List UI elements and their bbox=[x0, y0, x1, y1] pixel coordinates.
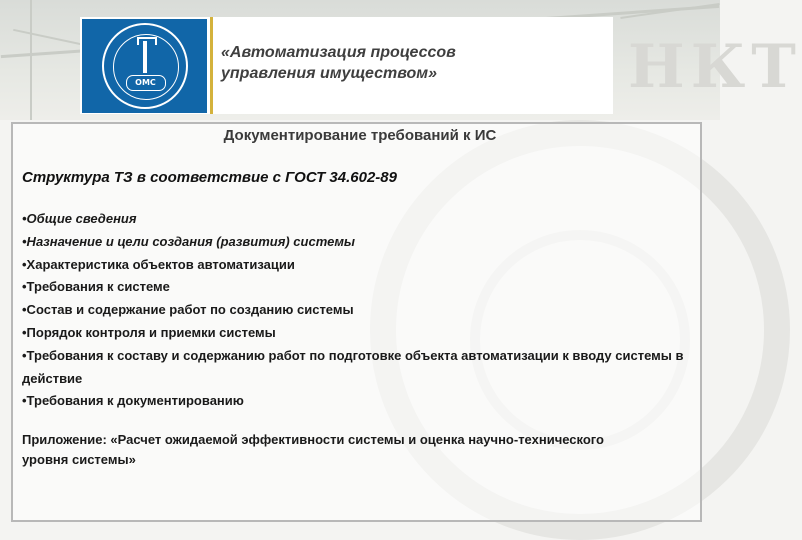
appendix-note: Приложение: «Расчет ожидаемой эффективности системы и оценка научно-технического уровня системы» bbox=[22, 432, 604, 467]
list-item: •Требования к составу и содержанию работ по подготовке объекта автоматизации к вводу системы в действие bbox=[22, 347, 684, 386]
bullet-list bbox=[22, 208, 702, 413]
list-item: •Требования к системе bbox=[22, 279, 170, 295]
list-item: •Состав и содержание работ по созданию системы bbox=[22, 302, 354, 318]
logo-seal-icon bbox=[102, 23, 188, 109]
header-title-line2: управления имуществом» bbox=[221, 65, 438, 82]
list-item: •Порядок контроля и приемки системы bbox=[22, 324, 276, 340]
slide-title: Документирование требований к ИС bbox=[223, 127, 497, 144]
watermark-text: НКТ bbox=[628, 32, 802, 102]
list-item: •Характеристика объектов автоматизации bbox=[22, 256, 295, 272]
header-title bbox=[221, 42, 601, 84]
logo bbox=[82, 19, 207, 113]
section-title: Структура ТЗ в соответствие с ГОСТ 34.602-89 bbox=[22, 169, 397, 186]
header-accent-bar bbox=[210, 17, 213, 114]
header-title-line1: «Автоматизация процессов bbox=[221, 44, 456, 61]
list-item: •Требования к документированию bbox=[22, 393, 244, 409]
logo-badge: ОМС bbox=[126, 75, 166, 91]
list-item: •Общие сведения bbox=[22, 211, 137, 226]
list-item: •Назначение и цели создания (развития) системы bbox=[22, 233, 356, 249]
